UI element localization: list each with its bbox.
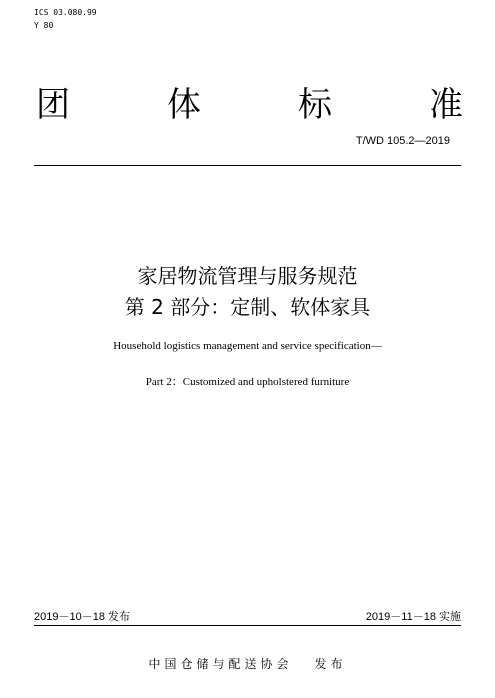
publisher-action: 发布 xyxy=(314,657,347,671)
english-title-line-1: Household logistics management and service specification— xyxy=(113,340,382,352)
publish-date: 2019－10－18 发布 xyxy=(34,611,130,623)
top-divider xyxy=(34,165,461,166)
category-code: Y 80 xyxy=(34,21,54,30)
document-type-heading xyxy=(36,78,463,124)
heading-char-4: 准 xyxy=(429,84,463,125)
english-title-line-2: Part 2：Customized and upholstered furniture xyxy=(145,376,350,388)
ics-code: ICS 03.080.99 xyxy=(34,8,97,17)
heading-char-3: 标 xyxy=(298,84,332,125)
chinese-title-line-1: 家居物流管理与服务规范 xyxy=(137,264,358,288)
heading-char-1: 团 xyxy=(36,84,70,125)
standard-number: T/WD 105.2—2019 xyxy=(355,135,450,147)
publisher-name: 中国仓储与配送协会 xyxy=(148,657,293,671)
chinese-title-line-2: 第 2 部分：定制、软体家具 xyxy=(124,295,371,319)
classification-codes xyxy=(34,6,97,32)
heading-char-2: 体 xyxy=(167,84,201,125)
publisher-line xyxy=(0,655,495,672)
implementation-date: 2019－11－18 实施 xyxy=(365,611,461,623)
bottom-divider xyxy=(34,625,461,626)
